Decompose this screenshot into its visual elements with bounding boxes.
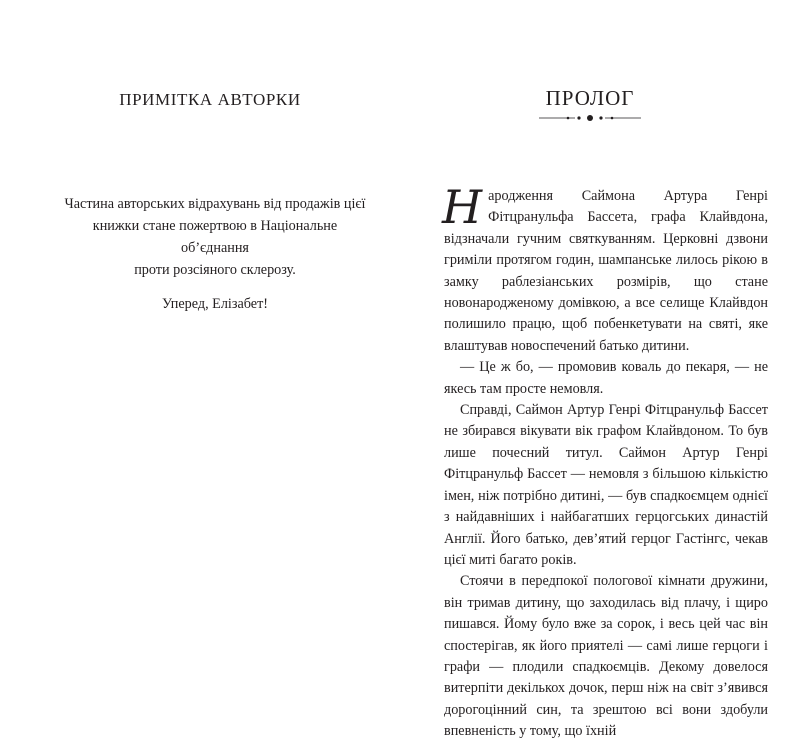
- paragraph: — Це ж бо, — промовив коваль до пекаря, — не якесь там просте немовля.: [444, 359, 768, 397]
- prologue-title: ПРОЛОГ: [545, 86, 635, 110]
- paragraph: Справді, Саймон Артур Генрі Фітцранульф Бассет не збирався вікувати вік графом Клайвдоном. То був лише почесний титул. Саймон Артур Генрі Фітцранульф Бассет — немовля з більшою кількістю імен, ніж потрібно дитині, — був спадкоємцем однієї з найдавніших і найбагатших герцогських династій Англії. Його батько, дев’ятий герцог Гастінгс, чекав цієї миті багато років.: [444, 402, 768, 568]
- paragraph: Стоячи в передпокої пологової кімнати дружини, він тримав дитину, що заходилась від плачу, і щиро пишався. Йому було вже за сорок, і весь цей час він спостерігав, як його приятелі — самі лише герцоги і графи — плодили спадкоємців. Декому довелося витерпіти декількох дочок, перш ніж на світ з’явився дорогоцінний син, та зрештою всі вони здобули впевненість у тому, що їхній: [444, 573, 768, 740]
- right-page: [400, 0, 800, 740]
- paragraph: Народження Саймона Артура Генрі Фітцранульфа Бассета, графа Клайвдона, відзначали гучним святкуванням. Церковні дзвони гриміли протягом годин, шампанське лилось рікою в замку раблезіанських розмірів, що стане новонародженому домівкою, а все селище Клайвдон полишило працю, щоб побенкетувати на святі, яке влаштував новоспечений батько дитини.: [442, 180, 768, 354]
- note-line: проти розсіяного склерозу.: [134, 262, 296, 278]
- prologue-text: [442, 180, 768, 743]
- note-line: Частина авторських відрахувань від продажів цієї: [64, 196, 366, 212]
- left-page: [0, 0, 400, 627]
- author-note-text: [60, 193, 370, 315]
- drop-cap: Н: [442, 180, 483, 234]
- ornamental-divider-icon: [537, 110, 643, 126]
- note-line: книжки стане пожертвою в Національне об’єднання: [92, 218, 338, 256]
- note-closing: Уперед, Елізабет!: [161, 296, 269, 312]
- author-note-title: ПРИМІТКА АВТОРКИ: [119, 90, 301, 109]
